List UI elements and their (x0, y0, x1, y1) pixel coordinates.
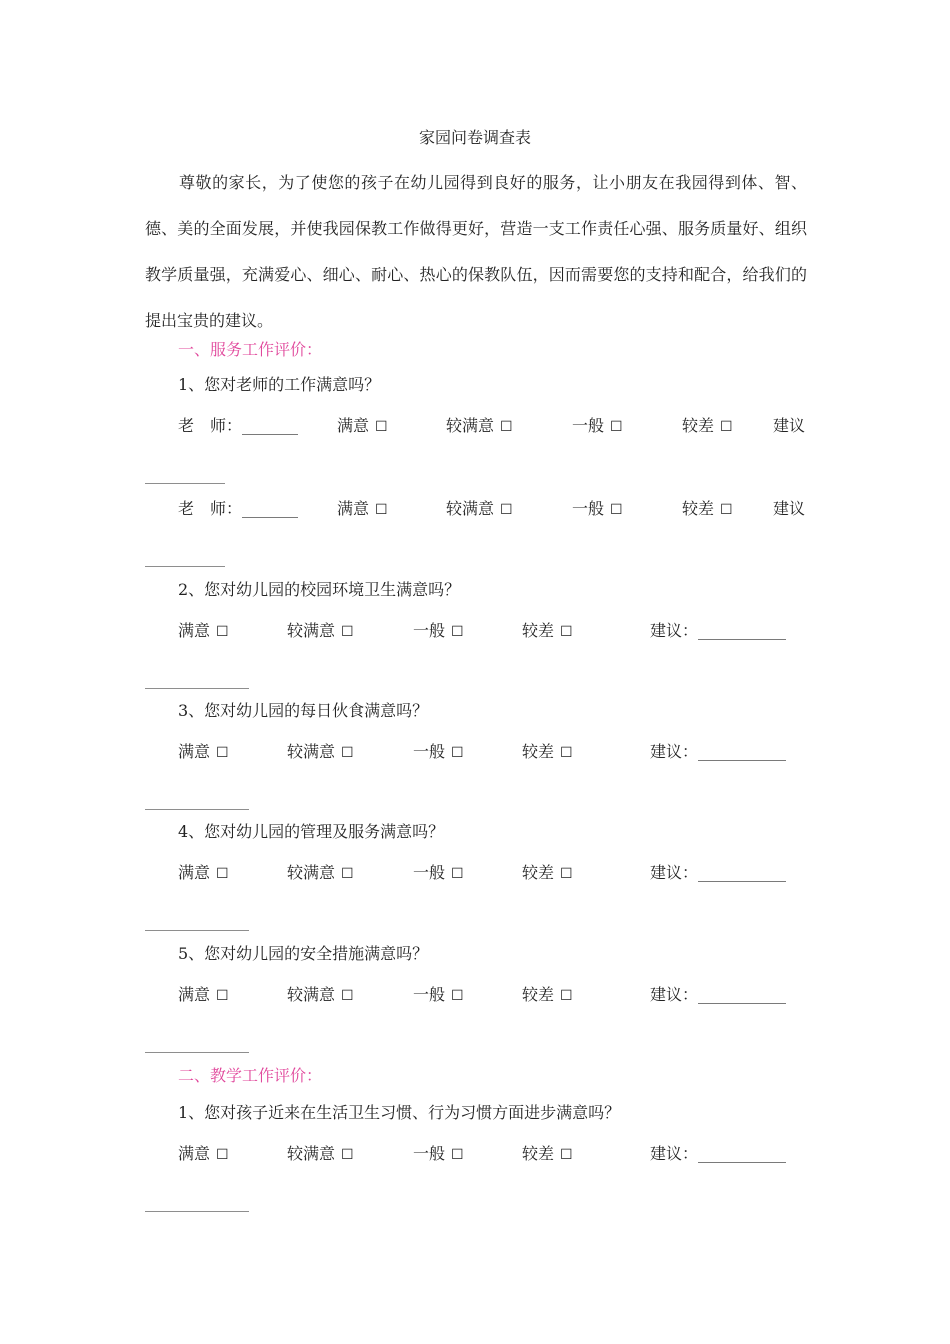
checkbox-icon[interactable]: ☐ (451, 745, 464, 761)
option-label: 一般 (413, 863, 446, 882)
suggest-blank[interactable]: _____________ (145, 1034, 249, 1053)
checkbox-icon[interactable]: ☐ (341, 624, 354, 640)
option-poor[interactable] (682, 413, 733, 436)
teacher-name-field[interactable]: 老 师：_______ (178, 416, 299, 435)
checkbox-icon[interactable]: ☐ (500, 419, 513, 435)
suggest-field[interactable]: 建议：___________ (650, 985, 787, 1004)
rating-row-q5 (0, 982, 950, 1004)
option-label: 一般 (413, 621, 446, 640)
option-satisfied[interactable] (178, 739, 229, 762)
option-fairly[interactable] (446, 413, 513, 436)
option-label: 较差 (682, 499, 715, 518)
suggest-label: 建议 (773, 416, 806, 435)
option-fairly[interactable] (287, 860, 354, 883)
checkbox-icon[interactable]: ☐ (560, 624, 573, 640)
option-label: 一般 (413, 1144, 446, 1163)
s1-question-5: 5、您对幼儿园的安全措施满意吗？ (178, 944, 429, 963)
checkbox-icon[interactable]: ☐ (341, 745, 354, 761)
option-label: 满意 (178, 621, 211, 640)
s1-question-4: 4、您对幼儿园的管理及服务满意吗？ (178, 822, 445, 841)
suggest-blank[interactable]: __________ (145, 548, 225, 567)
rating-row-q2 (0, 618, 950, 640)
checkbox-icon[interactable]: ☐ (560, 866, 573, 882)
checkbox-icon[interactable]: ☐ (560, 1147, 573, 1163)
suggest-blank[interactable]: _____________ (145, 1193, 249, 1212)
option-average[interactable] (413, 739, 464, 762)
option-label: 一般 (572, 416, 605, 435)
option-fairly[interactable] (287, 739, 354, 762)
option-satisfied[interactable] (337, 413, 388, 436)
s1-question-3: 3、您对幼儿园的每日伙食满意吗？ (178, 701, 429, 720)
option-label: 较满意 (446, 416, 495, 435)
option-label: 较差 (522, 985, 555, 1004)
suggest-field[interactable]: 建议：___________ (650, 863, 787, 882)
s2-question-1: 1、您对孩子近来在生活卫生习惯、行为习惯方面进步满意吗？ (178, 1103, 621, 1122)
rating-row-q3 (0, 739, 950, 761)
option-label: 较满意 (287, 1144, 336, 1163)
checkbox-icon[interactable]: ☐ (610, 419, 623, 435)
checkbox-icon[interactable]: ☐ (216, 745, 229, 761)
option-label: 较差 (522, 621, 555, 640)
option-satisfied[interactable] (178, 1141, 229, 1164)
option-label: 一般 (413, 742, 446, 761)
option-satisfied[interactable] (178, 982, 229, 1005)
checkbox-icon[interactable]: ☐ (216, 624, 229, 640)
suggest-blank[interactable]: _____________ (145, 912, 249, 931)
checkbox-icon[interactable]: ☐ (216, 866, 229, 882)
checkbox-icon[interactable]: ☐ (610, 502, 623, 518)
s1-question-2: 2、您对幼儿园的校园环境卫生满意吗？ (178, 580, 461, 599)
checkbox-icon[interactable]: ☐ (500, 502, 513, 518)
intro-paragraph: 尊敬的家长，为了使您的孩子在幼儿园得到良好的服务，让小朋友在我园得到体、智、德、美的全面发展，并使我园保教工作做得更好，营造一支工作责任心强、服务质量好、组织教学质量强，充满爱心、细心、耐心、热心的保教队伍，因而需要您的支持和配合，给我们的提出宝贵的建议。 (145, 173, 807, 330)
checkbox-icon[interactable]: ☐ (560, 988, 573, 1004)
option-average[interactable] (413, 860, 464, 883)
suggest-blank[interactable]: __________ (145, 465, 225, 484)
checkbox-icon[interactable]: ☐ (375, 419, 388, 435)
option-label: 较满意 (287, 863, 336, 882)
checkbox-icon[interactable]: ☐ (451, 866, 464, 882)
section1-heading: 一、服务工作评价： (178, 340, 323, 359)
teacher-name-field[interactable]: 老 师：_______ (178, 499, 299, 518)
option-poor[interactable] (682, 496, 733, 519)
rating-row-q4 (0, 860, 950, 882)
option-label: 满意 (337, 416, 370, 435)
option-poor[interactable] (522, 982, 573, 1005)
suggest-field[interactable]: 建议：___________ (650, 742, 787, 761)
option-average[interactable] (413, 618, 464, 641)
suggest-field[interactable]: 建议：___________ (650, 1144, 787, 1163)
option-fairly[interactable] (446, 496, 513, 519)
checkbox-icon[interactable]: ☐ (341, 866, 354, 882)
option-label: 较差 (522, 863, 555, 882)
option-label: 较满意 (287, 985, 336, 1004)
option-label: 较满意 (287, 742, 336, 761)
checkbox-icon[interactable]: ☐ (451, 988, 464, 1004)
option-label: 满意 (178, 985, 211, 1004)
option-satisfied[interactable] (178, 860, 229, 883)
section2-heading: 二、教学工作评价： (178, 1066, 323, 1085)
suggest-field[interactable]: 建议：___________ (650, 621, 787, 640)
suggest-label: 建议 (773, 499, 806, 518)
option-satisfied[interactable] (178, 618, 229, 641)
option-label: 满意 (178, 1144, 211, 1163)
option-label: 较差 (522, 742, 555, 761)
option-label: 一般 (413, 985, 446, 1004)
option-fairly[interactable] (287, 982, 354, 1005)
checkbox-icon[interactable]: ☐ (341, 988, 354, 1004)
checkbox-icon[interactable]: ☐ (451, 1147, 464, 1163)
option-label: 满意 (337, 499, 370, 518)
option-average[interactable] (572, 413, 623, 436)
teacher-row-1 (0, 413, 950, 435)
option-label: 较差 (682, 416, 715, 435)
option-poor[interactable] (522, 739, 573, 762)
option-label: 满意 (178, 863, 211, 882)
checkbox-icon[interactable]: ☐ (375, 502, 388, 518)
option-label: 一般 (572, 499, 605, 518)
checkbox-icon[interactable]: ☐ (341, 1147, 354, 1163)
option-label: 较满意 (446, 499, 495, 518)
checkbox-icon[interactable]: ☐ (216, 988, 229, 1004)
option-average[interactable] (413, 1141, 464, 1164)
option-average[interactable] (572, 496, 623, 519)
option-fairly[interactable] (287, 618, 354, 641)
s1-question-1: 1、您对老师的工作满意吗？ (178, 375, 381, 394)
option-label: 较差 (522, 1144, 555, 1163)
option-satisfied[interactable] (337, 496, 388, 519)
checkbox-icon[interactable]: ☐ (720, 502, 733, 518)
option-label: 满意 (178, 742, 211, 761)
checkbox-icon[interactable]: ☐ (560, 745, 573, 761)
checkbox-icon[interactable]: ☐ (720, 419, 733, 435)
checkbox-icon[interactable]: ☐ (216, 1147, 229, 1163)
option-label: 较满意 (287, 621, 336, 640)
teacher-row-2 (0, 496, 950, 518)
option-poor[interactable] (522, 618, 573, 641)
option-average[interactable] (413, 982, 464, 1005)
rating-row-s2q1 (0, 1141, 950, 1163)
suggest-blank[interactable]: _____________ (145, 670, 249, 689)
option-poor[interactable] (522, 1141, 573, 1164)
page-title: 家园问卷调查表 (418, 128, 531, 147)
suggest-blank[interactable]: _____________ (145, 791, 249, 810)
checkbox-icon[interactable]: ☐ (451, 624, 464, 640)
option-poor[interactable] (522, 860, 573, 883)
option-fairly[interactable] (287, 1141, 354, 1164)
